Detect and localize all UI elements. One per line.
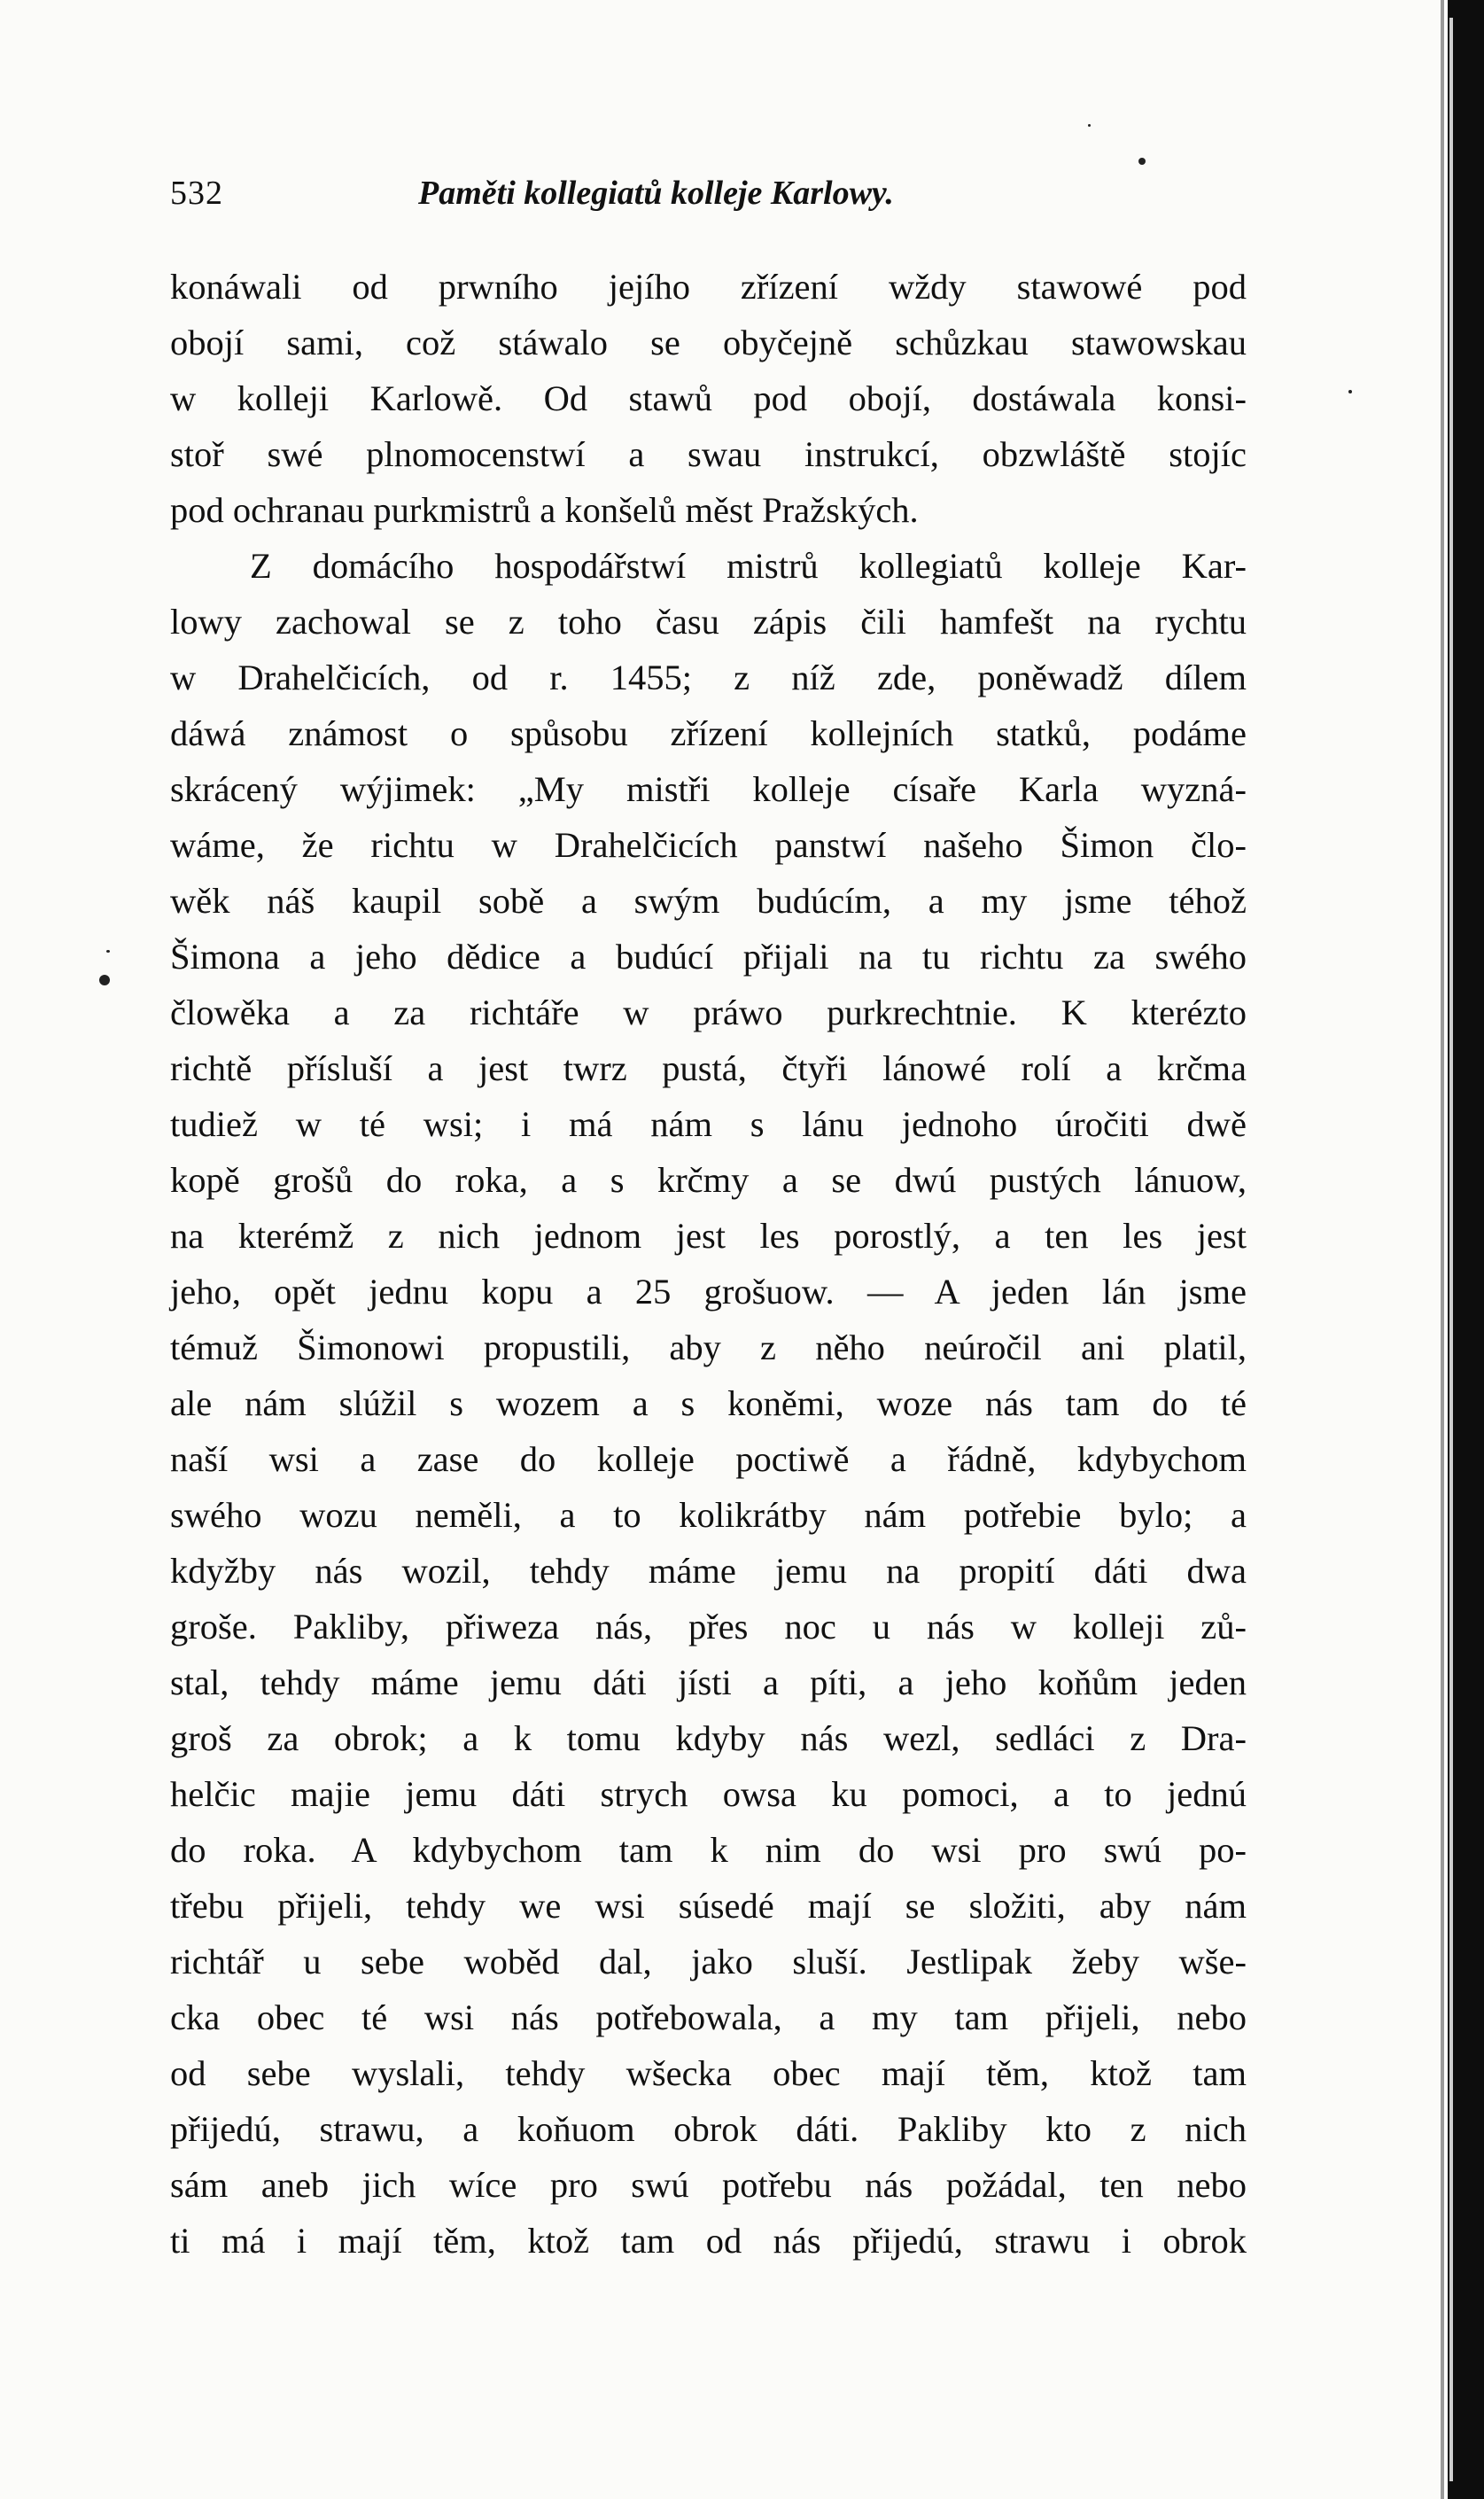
- scan-speck: [1348, 390, 1352, 393]
- scan-edge-highlight: [1449, 18, 1453, 2481]
- text-line: do roka. A kdybychom tam k nim do wsi pro swú po-: [170, 1830, 1247, 1870]
- text-line: naší wsi a zase do kolleje poctiwě a řádně, kdybychom: [170, 1439, 1247, 1479]
- text-line: richtář u sebe woběd dal, jako sluší. Jestlipak žeby wše-: [170, 1942, 1247, 1981]
- text-line: richtě přísluší a jest twrz pustá, čtyři lánowé rolí a krčma: [170, 1048, 1247, 1088]
- text-line: konáwali od prwního jejího zřízení wždy stawowé pod: [170, 267, 1247, 307]
- text-line: přijedú, strawu, a koňuom obrok dáti. Pakliby kto z nich: [170, 2109, 1247, 2149]
- text-line: jeho, opět jednu kopu a 25 grošuow. — A jeden lán jsme: [170, 1272, 1247, 1312]
- text-line: helčic majie jemu dáti strych owsa ku pomoci, a to jednú: [170, 1774, 1247, 1814]
- text-line: člowěka a za richtáře w práwo purkrechtnie. K kterézto: [170, 993, 1247, 1032]
- text-line: kopě grošů do roka, a s krčmy a se dwú pustých lánuow,: [170, 1160, 1247, 1200]
- text-line: sám aneb jich wíce pro swú potřebu nás požádal, ten nebo: [170, 2165, 1247, 2205]
- text-line: swého wozu neměli, a to kolikrátby nám potřebie bylo; a: [170, 1495, 1247, 1535]
- text-line: w kolleji Karlowě. Od stawů pod obojí, dostáwala konsi-: [170, 378, 1247, 418]
- page-header: [170, 174, 1251, 227]
- text-line: lowy zachowal se z toho času zápis čili hamfešt na rychtu: [170, 602, 1247, 642]
- scan-edge-border: [1448, 0, 1484, 2499]
- scan-speck: [1088, 124, 1091, 127]
- text-line: w Drahelčicích, od r. 1455; z níž zde, poněwadž dílem: [170, 658, 1247, 697]
- body-text: [170, 259, 1247, 2269]
- page-number: 532: [170, 175, 223, 212]
- text-line: Z domácího hospodářstwí mistrů kollegiatů kolleje Kar-: [250, 546, 1247, 586]
- text-line: na kterémž z nich jednom jest les porostlý, a ten les jest: [170, 1216, 1247, 1256]
- text-line: skrácený wýjimek: „My mistři kolleje císaře Karla wyzná-: [170, 769, 1247, 809]
- scan-speck: [1138, 158, 1146, 165]
- text-line: stal, tehdy máme jemu dáti jísti a píti, a jeho koňům jeden: [170, 1662, 1247, 1702]
- text-line: ti má i mají těm, ktož tam od nás přijedú, strawu i obrok: [170, 2221, 1247, 2261]
- text-line: kdyžby nás wozil, tehdy máme jemu na propití dáti dwa: [170, 1551, 1247, 1591]
- running-head-title: Paměti kollegiatů kolleje Karlowy.: [418, 175, 894, 212]
- text-line: groš za obrok; a k tomu kdyby nás wezl, sedláci z Dra-: [170, 1718, 1247, 1758]
- text-line: obojí sami, což stáwalo se obyčejně schůzkau stawowskau: [170, 323, 1247, 362]
- text-line: wěk náš kaupil sobě a swým budúcím, a my jsme téhož: [170, 881, 1247, 921]
- text-line: groše. Pakliby, přiweza nás, přes noc u nás w kolleji zů-: [170, 1607, 1247, 1647]
- text-line: Šimona a jeho dědice a budúcí přijali na tu richtu za swého: [170, 937, 1247, 977]
- scan-speck: [106, 950, 110, 953]
- text-line: wáme, že richtu w Drahelčicích panstwí našeho Šimon člo-: [170, 825, 1247, 865]
- text-line: třebu přijeli, tehdy we wsi súsedé mají se složiti, aby nám: [170, 1886, 1247, 1926]
- text-line: ale nám slúžil s wozem a s koněmi, woze nás tam do té: [170, 1383, 1247, 1423]
- scan-speck: [99, 975, 110, 985]
- text-line: dáwá známost o spůsobu zřízení kollejních statků, podáme: [170, 713, 1247, 753]
- text-line: stoř swé plnomocenstwí a swau instrukcí, obzwláště stojíc: [170, 434, 1247, 474]
- text-line: pod ochranau purkmistrů a konšelů měst Pražských.: [170, 490, 919, 530]
- text-line: cka obec té wsi nás potřebowala, a my tam přijeli, nebo: [170, 1997, 1247, 2037]
- text-line: témuž Šimonowi propustili, aby z něho neúročil ani platil,: [170, 1327, 1247, 1367]
- text-line: tudiež w té wsi; i má nám s lánu jednoho úročiti dwě: [170, 1104, 1247, 1144]
- text-line: od sebe wyslali, tehdy wšecka obec mají těm, ktož tam: [170, 2053, 1247, 2093]
